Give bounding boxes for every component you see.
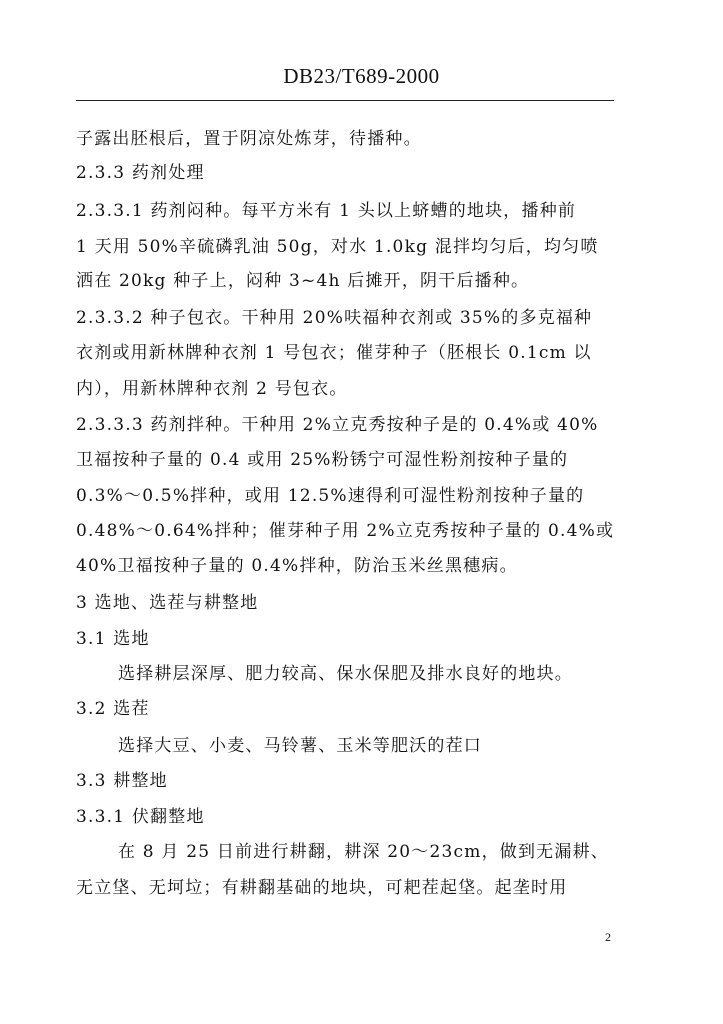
paragraph-line: 无立垡、无坷垃；有耕翻基础的地块，可耙茬起垡。起垄时用: [76, 878, 568, 898]
section-heading-3: 3 选地、选茬与耕整地: [76, 593, 259, 613]
paragraph-line: 0.3%～0.5%拌种，或用 12.5%速得利可湿性粉剂按种子量的: [76, 486, 585, 506]
section-heading-3-3-1: 3.3.1 伏翻整地: [76, 807, 205, 827]
paragraph-line: 子露出胚根后，置于阴凉处炼芽，待播种。: [76, 129, 422, 149]
paragraph-line: 卫福按种子量的 0.4 或用 25%粉锈宁可湿性粉剂按种子量的: [76, 450, 569, 470]
section-heading-2-3-3: 2.3.3 药剂处理: [76, 163, 205, 183]
section-heading-3-3: 3.3 耕整地: [76, 771, 168, 791]
document-id-header: DB23/T689-2000: [283, 64, 440, 88]
paragraph-line: 40%卫福按种子量的 0.4%拌种，防治玉米丝黑穗病。: [76, 556, 518, 576]
paragraph-line: 洒在 20kg 种子上，闷种 3~4h 后摊开，阴干后播种。: [76, 271, 530, 291]
section-heading-3-2: 3.2 选茬: [76, 699, 150, 719]
paragraph-line: 选择大豆、小麦、马铃薯、玉米等肥沃的茬口: [118, 736, 482, 756]
paragraph-line: 在 8 月 25 日前进行耕翻，耕深 20～23cm，做到无漏耕、: [118, 842, 609, 862]
paragraph-line: 2.3.3.1 药剂闷种。每平方米有 1 头以上蛴螬的地块，播种前: [76, 201, 577, 221]
paragraph-line: 2.3.3.2 种子包衣。干种用 20%呋福种衣剂或 35%的多克福种: [76, 308, 593, 328]
section-heading-3-1: 3.1 选地: [76, 629, 150, 649]
paragraph-line: 内），用新林牌种衣剂 2 号包衣。: [76, 379, 348, 399]
paragraph-line: 衣剂或用新林牌种衣剂 1 号包衣；催芽种子（胚根长 0.1cm 以: [76, 343, 592, 363]
paragraph-line: 1 天用 50%辛硫磷乳油 50g，对水 1.0kg 混拌均匀后，均匀喷: [76, 237, 599, 257]
paragraph-line: 选择耕层深厚、肥力较高、保水保肥及排水良好的地块。: [118, 664, 573, 684]
paragraph-line: 0.48%～0.64%拌种；催芽种子用 2%立克秀按种子量的 0.4%或: [76, 521, 615, 541]
header-rule: [76, 100, 614, 101]
paragraph-line: 2.3.3.3 药剂拌种。干种用 2%立克秀按种子是的 0.4%或 40%: [76, 415, 599, 435]
page-number: 2: [605, 930, 611, 944]
